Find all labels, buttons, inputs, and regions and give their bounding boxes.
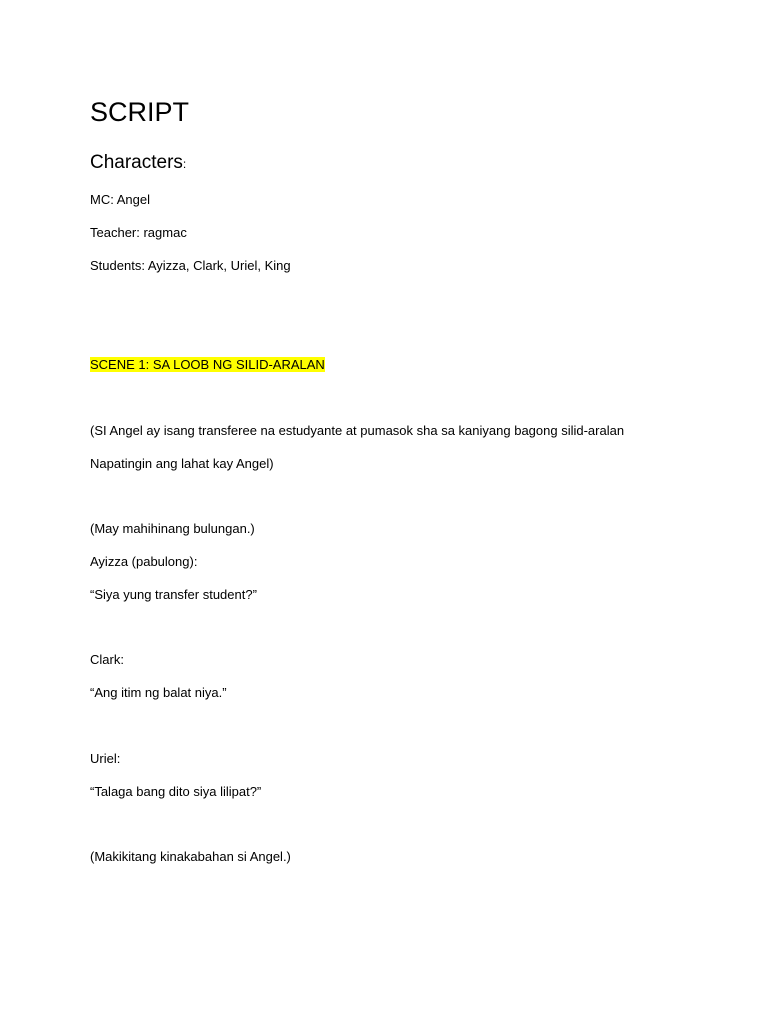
document-title: SCRIPT: [90, 97, 190, 127]
characters-heading-colon: :: [182, 157, 187, 171]
stage-direction-1a: (SI Angel ay isang transferee na estudyante at pumasok sha sa kaniyang bagong silid-aralan: [90, 423, 625, 438]
characters-heading: [90, 151, 186, 176]
character-mc: MC: Angel: [90, 192, 150, 207]
clark-speaker: Clark:: [90, 652, 124, 667]
ayizza-speaker: Ayizza (pabulong):: [90, 554, 198, 569]
stage-direction-1b: Napatingin ang lahat kay Angel): [90, 456, 274, 471]
character-students: Students: Ayizza, Clark, Uriel, King: [90, 258, 291, 273]
scene-heading-text: SCENE 1: SA LOOB NG SILID-ARALAN: [90, 357, 325, 372]
character-teacher: Teacher: ragmac: [90, 225, 187, 240]
characters-heading-text: Characters: [90, 152, 183, 173]
uriel-speaker: Uriel:: [90, 751, 121, 766]
scene-heading: [90, 357, 325, 373]
clark-line: “Ang itim ng balat niya.”: [90, 685, 227, 700]
stage-direction-2: (May mahihinang bulungan.): [90, 521, 255, 536]
stage-direction-3: (Makikitang kinakabahan si Angel.): [90, 849, 291, 864]
ayizza-line: “Siya yung transfer student?”: [90, 587, 257, 602]
uriel-line: “Talaga bang dito siya lilipat?”: [90, 784, 262, 799]
